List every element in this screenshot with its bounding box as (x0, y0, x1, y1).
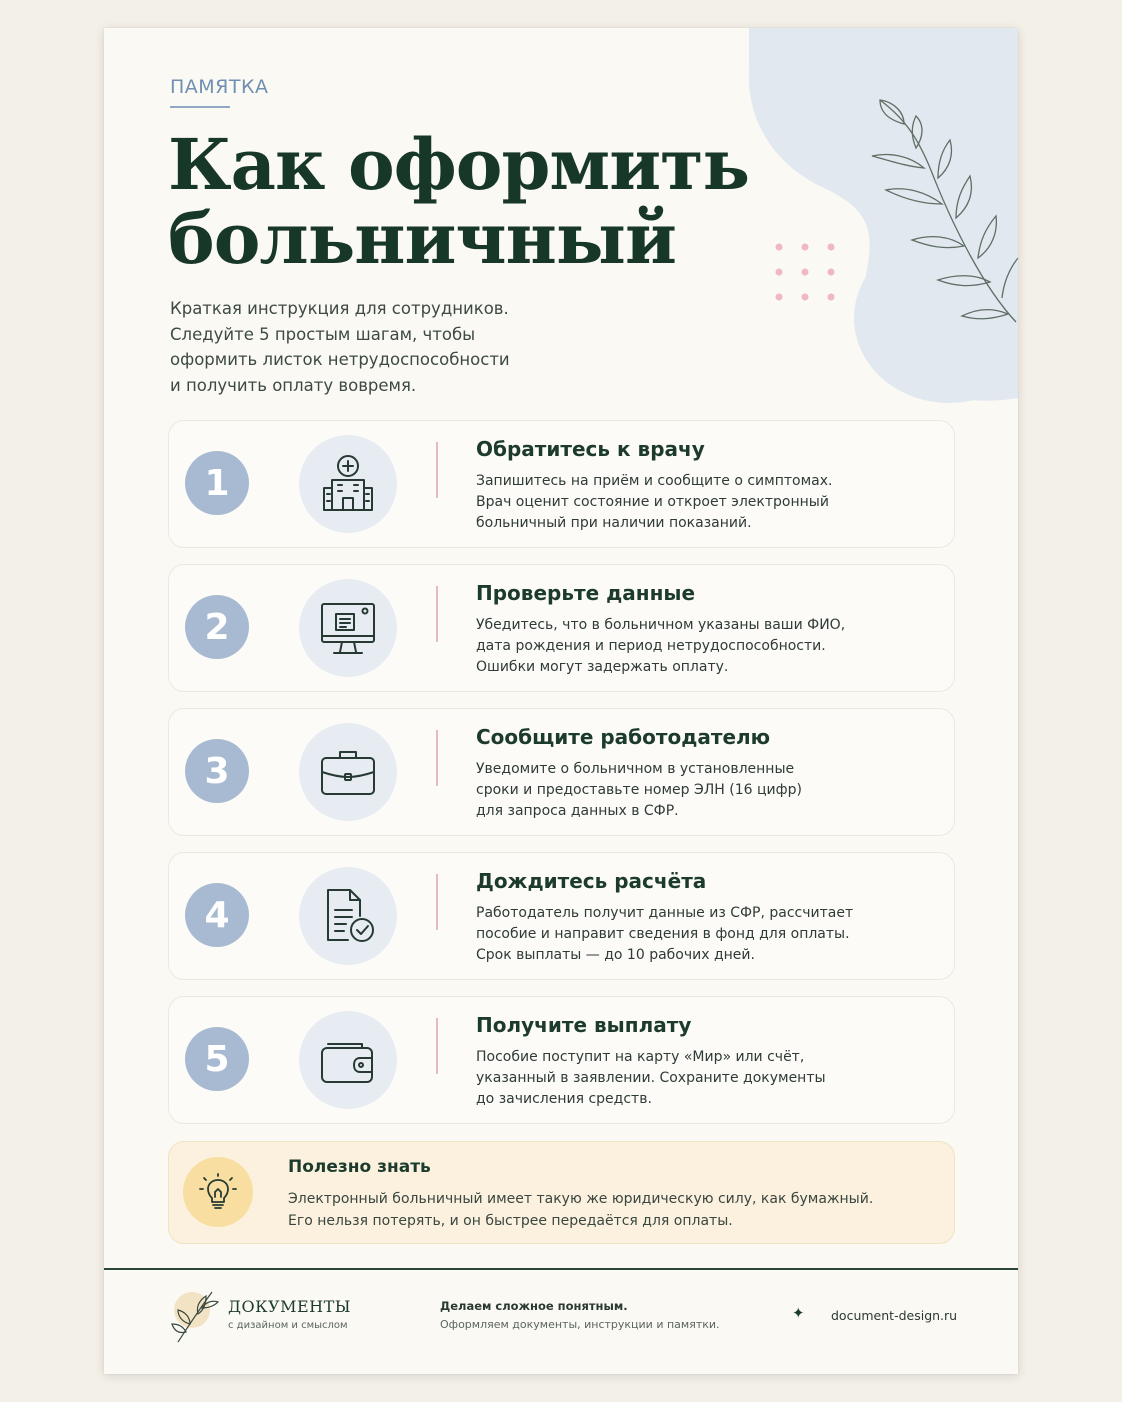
brand-logo-icon (168, 1284, 220, 1346)
hospital-icon (318, 454, 378, 514)
step-divider (436, 730, 438, 786)
step-description-line: для запроса данных в СФР. (476, 803, 679, 819)
step-icon-circle (299, 1011, 397, 1109)
eyebrow-label: ПАМЯТКА (170, 76, 269, 98)
page-title (168, 123, 788, 280)
lead-line: Следуйте 5 простым шагам, чтобы (170, 324, 476, 344)
step-number: 3 (185, 739, 249, 803)
step-description (476, 471, 832, 534)
tip-description-line: Его нельзя потерять, и он быстрее передаётся для оплаты. (288, 1213, 733, 1229)
step-card (168, 420, 955, 548)
step-description-line: больничный при наличии показаний. (476, 515, 752, 531)
step-divider (436, 586, 438, 642)
step-card (168, 852, 955, 980)
lead-line: оформить листок нетрудоспособности (170, 350, 510, 369)
tip-box (168, 1141, 955, 1244)
step-description (476, 759, 802, 822)
step-description-line: сроки и предоставьте номер ЭЛН (16 цифр) (476, 782, 802, 798)
tip-description (288, 1188, 873, 1232)
memo-sheet (104, 28, 1018, 1374)
step-number: 5 (185, 1027, 249, 1091)
step-icon-circle (299, 435, 397, 533)
monitor-icon (318, 598, 378, 658)
step-card (168, 708, 955, 836)
footer-slogan-sub: Оформляем документы, инструкции и памятки. (440, 1318, 720, 1331)
step-number: 1 (185, 451, 249, 515)
step-number: 2 (185, 595, 249, 659)
step-description-line: Срок выплаты — до 10 рабочих дней. (476, 947, 755, 963)
step-description-line: Работодатель получит данные из СФР, рассчитает (476, 905, 854, 921)
steps-list (168, 420, 955, 1140)
document-check-icon (318, 886, 378, 946)
step-description-line: до зачисления средств. (476, 1091, 652, 1107)
step-icon-circle (299, 723, 397, 821)
briefcase-icon (318, 742, 378, 802)
step-title: Обратитесь к врачу (476, 437, 705, 461)
step-description-line: Ошибки могут задержать оплату. (476, 659, 729, 675)
step-icon-circle (299, 867, 397, 965)
step-icon-circle (299, 579, 397, 677)
step-divider (436, 442, 438, 498)
step-title: Дождитесь расчёта (476, 869, 707, 893)
step-description-line: Запишитесь на приём и сообщите о симптомах. (476, 473, 833, 489)
page-title-line: больничный (168, 197, 676, 280)
step-description-line: Уведомите о больничном в установленные (476, 761, 795, 777)
step-title: Получите выплату (476, 1013, 692, 1037)
step-description-line: указанный в заявлении. Сохраните документы (476, 1070, 826, 1086)
page-title-line: Как оформить (168, 123, 750, 206)
step-description-line: пособие и направит сведения в фонд для оплаты. (476, 926, 850, 942)
lead-line: Краткая инструкция для сотрудников. (170, 299, 509, 318)
step-description-line: Убедитесь, что в больничном указаны ваши ФИО, (476, 617, 846, 633)
step-description-line: дата рождения и период нетрудоспособности. (476, 638, 826, 654)
step-description-line: Врач оценит состояние и откроет электронный (476, 494, 829, 510)
brand-name: ДОКУМЕНТЫ (228, 1297, 351, 1316)
website-link[interactable]: document-design.ru (831, 1308, 958, 1323)
step-description (476, 615, 845, 678)
sparkle-icon: ✦ (792, 1304, 805, 1322)
tip-title: Полезно знать (288, 1157, 431, 1177)
step-number: 4 (185, 883, 249, 947)
step-title: Сообщите работодателю (476, 725, 771, 749)
step-divider (436, 1018, 438, 1074)
step-description-line: Пособие поступит на карту «Мир» или счёт, (476, 1049, 805, 1065)
tip-description-line: Электронный больничный имеет такую же юридическую силу, как бумажный. (288, 1191, 874, 1207)
lead-line: и получить оплату вовремя. (170, 375, 417, 395)
step-card (168, 564, 955, 692)
wallet-icon (318, 1030, 378, 1090)
step-description (476, 903, 853, 966)
step-description (476, 1047, 826, 1110)
tip-icon-circle (183, 1157, 253, 1227)
lead-paragraph (170, 296, 570, 398)
step-title: Проверьте данные (476, 581, 696, 605)
lightbulb-icon (198, 1172, 238, 1212)
eyebrow-underline (170, 106, 230, 108)
brand-tagline: с дизайном и смыслом (228, 1320, 348, 1331)
step-card (168, 996, 955, 1124)
footer-divider (104, 1268, 1018, 1270)
footer-slogan: Делаем сложное понятным. (440, 1299, 628, 1313)
step-divider (436, 874, 438, 930)
